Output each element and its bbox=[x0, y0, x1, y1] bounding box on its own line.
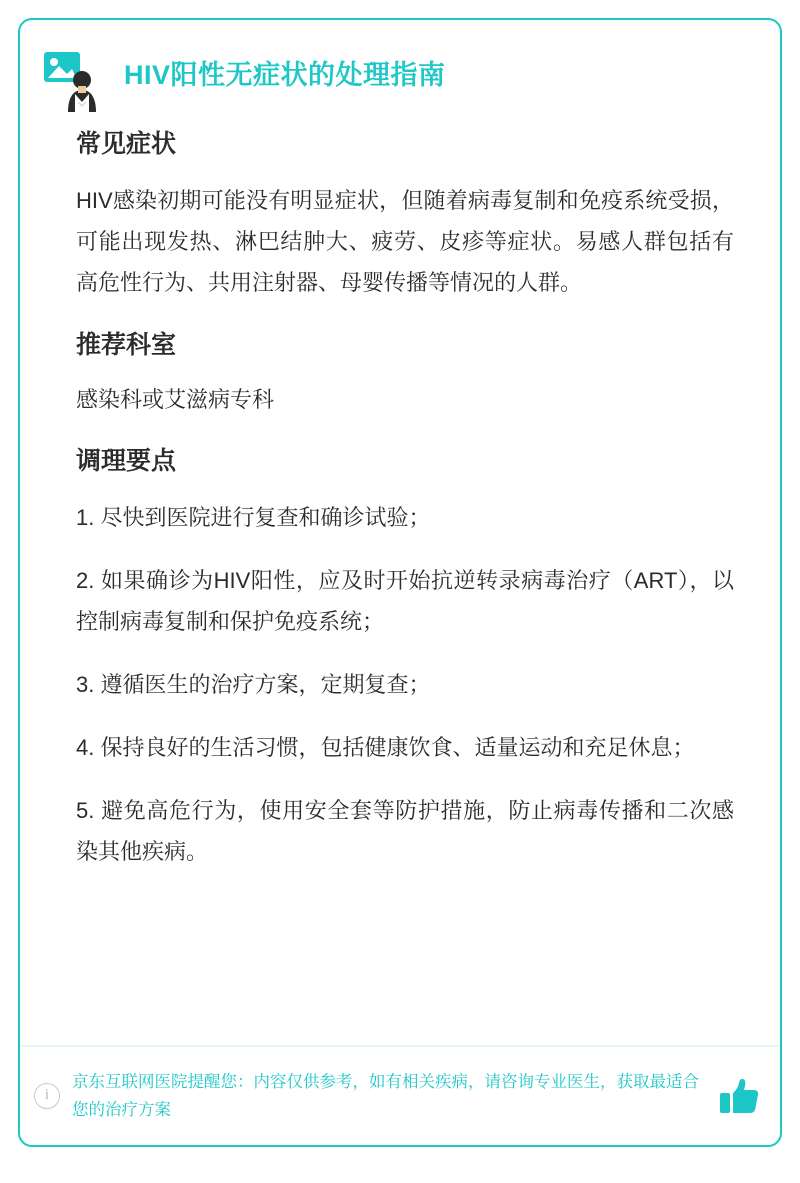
page-title: HIV阳性无症状的处理指南 bbox=[124, 60, 446, 90]
section-heading-symptoms: 常见症状 bbox=[76, 130, 177, 158]
list-item: 3. 遵循医生的治疗方案，定期复查； bbox=[76, 672, 431, 697]
list-item: 1. 尽快到医院进行复查和确诊试验； bbox=[76, 505, 431, 530]
section-heading-care: 调理要点 bbox=[76, 447, 177, 475]
list-item: 5. 避免高危行为，使用安全套等防护措施，防止病毒传播和二次感染其他疾病。 bbox=[76, 798, 734, 864]
card-footer bbox=[20, 1047, 780, 1145]
thumbs-up-icon[interactable] bbox=[716, 1073, 762, 1119]
card-body bbox=[20, 96, 780, 872]
symptoms-text: HIV感染初期可能没有明显症状，但随着病毒复制和免疫系统受损，可能出现发热、淋巴结肿大、疲劳、皮疹等症状。易感人群包括有高危性行为、共用注射器、母婴传播等情况的人群。 bbox=[76, 188, 734, 295]
guide-card bbox=[18, 18, 782, 1147]
department-text: 感染科或艾滋病专科 bbox=[76, 387, 275, 412]
info-circle-icon: i bbox=[34, 1083, 60, 1109]
card-header bbox=[20, 20, 780, 96]
document-image-icon bbox=[42, 50, 102, 116]
care-list bbox=[76, 497, 734, 872]
list-item: 2. 如果确诊为HIV阳性，应及时开始抗逆转录病毒治疗（ART），以控制病毒复制和保护免疫系统； bbox=[76, 568, 734, 634]
section-heading-department: 推荐科室 bbox=[76, 331, 177, 359]
disclaimer-text: 京东互联网医院提醒您：内容仅供参考，如有相关疾病，请咨询专业医生，获取最适合您的治疗方案 bbox=[72, 1073, 699, 1119]
list-item: 4. 保持良好的生活习惯，包括健康饮食、适量运动和充足休息； bbox=[76, 735, 695, 760]
